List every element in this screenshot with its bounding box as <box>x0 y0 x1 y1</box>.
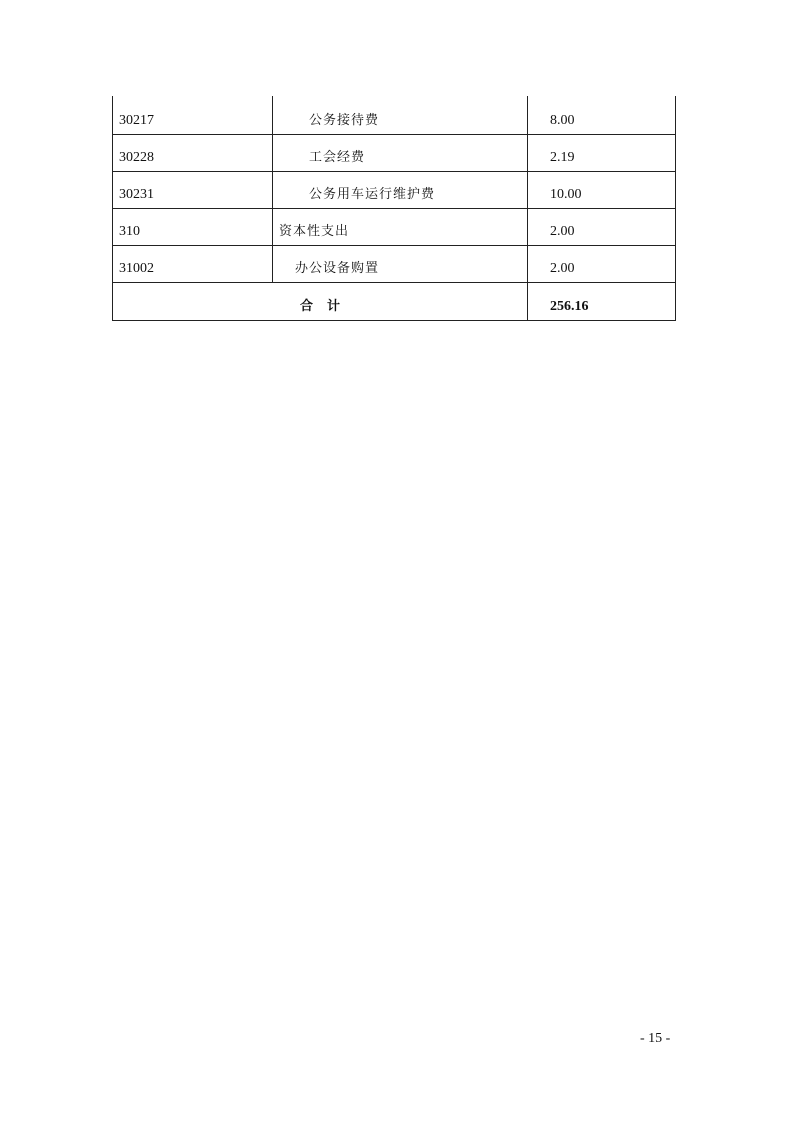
total-row <box>113 282 676 320</box>
amount-cell: 2.00 <box>528 245 676 282</box>
subject-code-cell: 30231 <box>113 171 273 208</box>
subject-name-cell: 公务用车运行维护费 <box>273 171 528 208</box>
table-row <box>113 96 676 134</box>
subject-code-cell: 31002 <box>113 245 273 282</box>
amount-cell: 2.19 <box>528 134 676 171</box>
table-row <box>113 245 676 282</box>
subject-name-cell: 办公设备购置 <box>273 245 528 282</box>
table-row <box>113 134 676 171</box>
expenditure-table <box>112 96 676 321</box>
table-row <box>113 208 676 245</box>
subject-name-cell: 工会经费 <box>273 134 528 171</box>
amount-cell: 8.00 <box>528 96 676 134</box>
page-number: - 15 - <box>640 1031 671 1046</box>
table-row <box>113 171 676 208</box>
subject-code-cell: 30217 <box>113 96 273 134</box>
amount-cell: 2.00 <box>528 208 676 245</box>
subject-code-cell: 310 <box>113 208 273 245</box>
total-label-cell: 合计 <box>113 282 528 320</box>
subject-name-cell: 资本性支出 <box>273 208 528 245</box>
subject-name-cell: 公务接待费 <box>273 96 528 134</box>
total-amount-cell: 256.16 <box>528 282 676 320</box>
subject-code-cell: 30228 <box>113 134 273 171</box>
amount-cell: 10.00 <box>528 171 676 208</box>
